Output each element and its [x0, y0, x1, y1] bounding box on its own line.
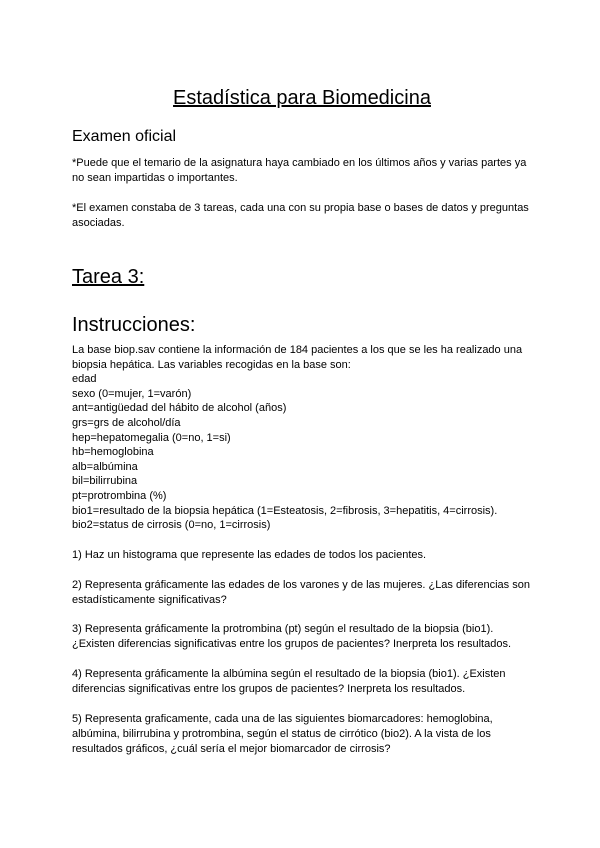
variable-item: bio2=status de cirrosis (0=no, 1=cirrosis) [72, 519, 271, 532]
variable-item: alb=albúmina [72, 460, 138, 473]
question-5: 5) Representa graficamente, cada una de las siguientes biomarcadores: hemoglobina, albúmina, bilirrubina y protrombina, según el status de cirrótico (bio2). A la vista de los resultados gráficos, ¿cuál sería el mejor biomarcador de cirrosis? [72, 713, 493, 755]
variable-item: edad [72, 373, 97, 386]
document-subtitle: Examen oficial [72, 128, 177, 145]
task-heading: Tarea 3: [72, 266, 145, 288]
document-title: Estadística para Biomedicina [173, 87, 431, 109]
variable-item: hb=hemoglobina [72, 446, 154, 459]
variable-item: grs=grs de alcohol/día [72, 416, 181, 429]
question-3: 3) Representa gráficamente la protrombina (pt) según el resultado de la biopsia (bio1). ¿Existen diferencias significativas entre los grupos de pacientes? Inerpreta los resultados. [72, 623, 512, 650]
note-exam-structure: *El examen constaba de 3 tareas, cada una con su propia base o bases de datos y preguntas asociadas. [72, 202, 529, 229]
question-1: 1) Haz un histograma que represente las edades de todos los pacientes. [72, 549, 427, 561]
question-2: 2) Representa gráficamente las edades de los varones y de las mujeres. ¿Las diferencias son estadísticamente significativas? [72, 579, 530, 606]
variable-item: bio1=resultado de la biopsia hepática (1=Esteatosis, 2=fibrosis, 3=hepatitis, 4=cirrosis). [72, 504, 498, 517]
note-syllabus: *Puede que el temario de la asignatura haya cambiado en los últimos años y varias partes ya no sean impartidas o importantes. [72, 157, 527, 184]
variable-item: pt=protrombina (%) [72, 489, 167, 502]
instructions-heading: Instrucciones: [72, 314, 196, 336]
variable-list [72, 372, 532, 533]
variable-item: sexo (0=mujer, 1=varón) [72, 387, 192, 400]
instructions-body [72, 343, 532, 533]
variable-item: hep=hepatomegalia (0=no, 1=si) [72, 431, 231, 444]
intro-paragraph: La base biop.sav contiene la información de 184 pacientes a los que se les ha realizado una biopsia hepática. Las variables recogidas en la base son: [72, 344, 523, 371]
question-4: 4) Representa gráficamente la albúmina según el resultado de la biopsia (bio1). ¿Existen diferencias significativas entre los grupos de pacientes? Inerpreta los resultados. [72, 668, 506, 695]
variable-item: ant=antigüedad del hábito de alcohol (años) [72, 402, 287, 415]
variable-item: bil=bilirrubina [72, 475, 138, 488]
